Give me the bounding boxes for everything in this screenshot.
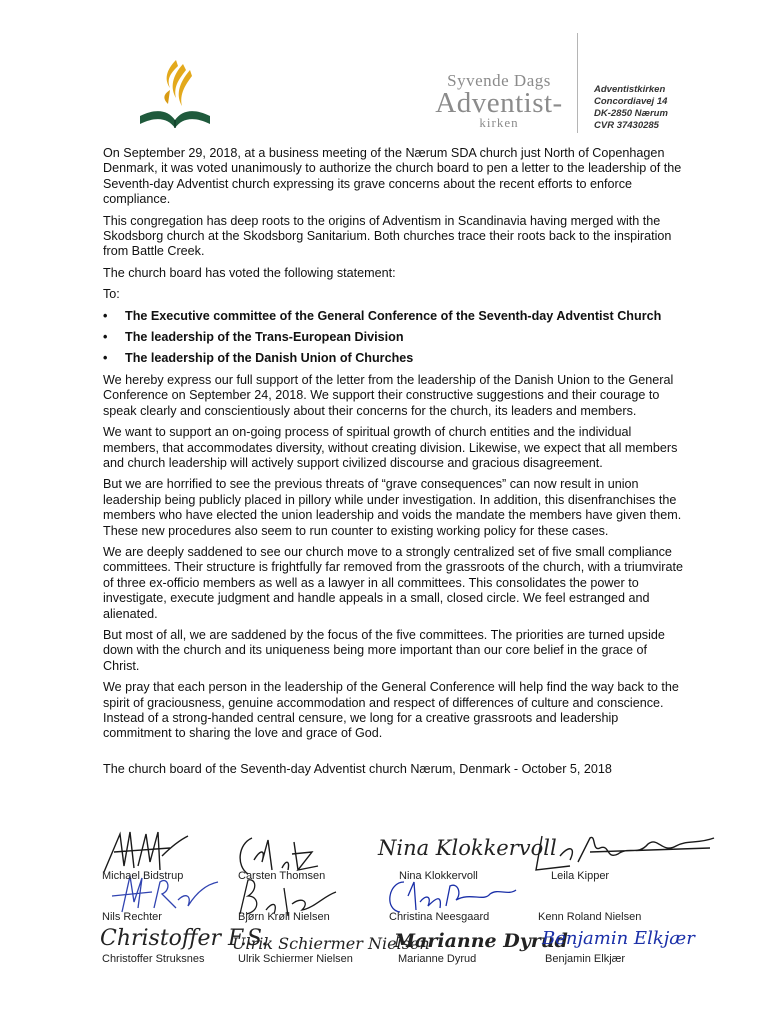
signature-marianne-dyrud: Marianne Dyrud [394,930,568,952]
signatory-name: Benjamin Elkjær [545,953,626,965]
signatory-name: Christoffer Struksnes [102,953,205,965]
signatory-name: Carsten Thomsen [238,870,326,882]
recipient-item: • The leadership of the Trans-European Division [103,330,683,345]
recipient-item: • The leadership of the Danish Union of Churches [103,351,683,366]
paragraph-support: We hereby express our full support of the letter from the leadership of the Danish Union to the General Conference on September 24, 2018. We support their constructive suggestions and their courage to speak clearly and conscientiously about their concerns for the church, its leaders and members. [103,372,674,418]
church-logo-icon [136,54,214,132]
brand-line-2: Adventist- [435,87,563,119]
paragraph-growth: We want to support an on-going process of spiritual growth of church entities and the individual members, that accommodates diversity, without creating division. Likewise, we expect that all members and church leadership will actively support civilized discourse and gracious disagreement. [103,425,678,470]
signatory-name: Kenn Roland Nielsen [538,911,642,923]
closing-line: The church board of the Seventh-day Adventist church Nærum, Denmark - October 5, 2018 [103,761,612,776]
recipient-item: • The Executive committee of the General Conference of the Seventh-day Adventist Church [103,309,683,324]
address-block [594,84,668,132]
brand-wordmark [424,72,574,130]
paragraph-prayer: We pray that each person in the leadership of the General Conference will help find the way back to the spirit of graciousness, genuine accommodation and respect of differences of culture and conscience. Instead of a strong-handed central censure, we long for a creative grassroots and leadership commitment to sharing the love and grace of God. [103,680,679,741]
signatory-name: Ulrik Schiermer Nielsen [238,953,353,965]
letterhead-divider [577,33,578,133]
signatory-name: Bjørn Krøll Nielsen [238,911,330,923]
recipient-list [103,309,683,367]
paragraph-horrified: But we are horrified to see the previous threats of “grave consequences” can now result in union leadership being publicly placed in pillory while under investigation. In addition, this disenfranchises the members who have elected the union leadership and voids the mandate the members have given them. These new procedures also seem to run counter to existing working policy for these cases. [103,477,682,538]
address-line: Adventistkirken [594,84,666,95]
address-line: DK-2850 Nærum [594,108,668,119]
signatory-name: Nils Rechter [102,911,162,923]
brand-line-3: kirken [479,115,519,130]
address-line: Concordiavej 14 [594,96,668,107]
signature-christoffer-struksnes: Christoffer F.S. [100,926,269,951]
brand-line-1: Syvende Dags [447,71,551,90]
signature-ulrik-schiermer-nielsen: Ulrik Schiermer Nielsen [232,934,430,953]
signatory-name: Christina Neesgaard [389,911,490,923]
paragraph-priorities: But most of all, we are saddened by the focus of the five committees. The priorities are turned upside down with the church and its uniqueness being more important than our core belief in the grace of Christ. [103,627,665,673]
signature-benjamin-elkjaer: Benjamin Elkjær [542,928,695,949]
paragraph-roots: This congregation has deep roots to the origins of Adventism in Scandinavia having merged with the Skodsborg church at the Skodsborg Sanitarium. Both churches trace their roots back to the inspiration from Battle Creek. [103,213,672,259]
address-line: CVR 37430285 [594,120,659,131]
to-label: To: [103,287,120,302]
signatory-name: Michael Bidstrup [102,870,184,882]
paragraph-statement: The church board has voted the following statement: [103,265,396,280]
signatory-name: Nina Klokkervoll [399,870,478,882]
paragraph-saddened: We are deeply saddened to see our church move to a strongly centralized set of five small compliance committees. Their structure is frightfully far removed from the grassroots of the church, with a triumvirate of three ex-officio members as well as a lawyer in all committees. This consolidates the power to investigate, execute judgment and handle appeals in a small, closed circle. We feel estranged and alienated. [103,544,683,621]
signature-nina-klokkervoll: Nina Klokkervoll [378,836,557,860]
signatory-name: Marianne Dyrud [398,953,477,965]
letter-body [103,146,683,783]
paragraph-intro: On September 29, 2018, at a business meeting of the Nærum SDA church just North of Copenhagen Denmark, it was voted unanimously to authorize the church board to pen a letter to the leadership of the Seventh-day Adventist church expressing its grave concerns about the recent efforts to enforce compliance. [103,146,682,207]
signatory-name: Leila Kipper [551,870,610,882]
